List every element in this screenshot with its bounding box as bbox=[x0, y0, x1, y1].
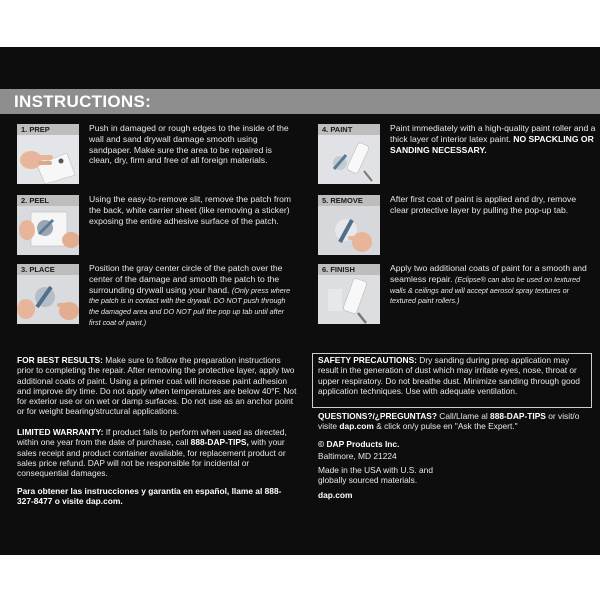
step-prep bbox=[17, 123, 289, 186]
made-line-2: globally sourced materials. bbox=[318, 475, 418, 486]
instructions-header-band bbox=[0, 89, 600, 114]
place-patch-icon bbox=[17, 275, 79, 324]
step-label: 4. PAINT bbox=[318, 124, 380, 135]
warranty-heading: LIMITED WARRANTY: bbox=[17, 427, 104, 437]
remove-tab-icon bbox=[318, 206, 380, 255]
company-name: © DAP Products Inc. bbox=[318, 439, 400, 449]
step-text bbox=[390, 263, 596, 306]
best-results bbox=[17, 355, 297, 417]
questions-site[interactable]: dap.com bbox=[339, 421, 374, 432]
paint-roller-icon bbox=[318, 135, 380, 184]
step-main-text: Paint immediately with a high-quality paint roller and a thick layer of interior latex paint. bbox=[390, 123, 596, 144]
hand-sanding-icon bbox=[17, 135, 79, 184]
step-text: Push in damaged or rough edges to the inside of the wall and sand drywall damage smooth using sandpaper. Make sure the area to be repaired is clean, dry, firm and free of all foreign materials. bbox=[89, 123, 289, 166]
safety-precautions bbox=[318, 355, 588, 396]
made-in-usa bbox=[318, 465, 518, 486]
best-results-heading: FOR BEST RESULTS: bbox=[17, 355, 103, 365]
questions-text-a: Call/Llame al bbox=[439, 411, 488, 421]
warranty-text-b: with your sales receipt and product container available, for replacement product or sales price refund. DAP will not be responsible for incidental or consequential damages. bbox=[17, 437, 286, 479]
questions bbox=[318, 411, 593, 432]
company-address: Baltimore, MD 21224 bbox=[318, 451, 397, 461]
step-label: 6. FINISH bbox=[318, 264, 380, 275]
step-note: (Eclipse® can also be used on textured walls & ceilings and will accept aerosol spray textures or textured paint rollers.) bbox=[390, 274, 581, 306]
questions-text-b: or visit/o visite bbox=[318, 411, 580, 432]
step-text: After first coat of paint is applied and dry, remove clear protective layer by pulling the pop-up tab. bbox=[390, 194, 577, 215]
step-paint bbox=[318, 123, 596, 186]
questions-heading: QUESTIONS?/¿PREGUNTAS? bbox=[318, 411, 437, 421]
step-label: 2. PEEL bbox=[17, 195, 79, 206]
step-main-text: Position the gray center circle of the patch over the center of the damage and smooth the patch to the surrounding drywall using your hand. bbox=[89, 263, 283, 295]
step-note: (Only press where the patch is in contact with the drywall. DO NOT push through the damaged area and DO NOT pull the pop up tab until after first coat of paint.) bbox=[89, 285, 291, 327]
step-peel bbox=[17, 194, 292, 257]
step-remove bbox=[318, 195, 583, 257]
step-label: 3. PLACE bbox=[17, 264, 79, 275]
peel-patch-icon bbox=[17, 206, 79, 255]
limited-warranty bbox=[17, 427, 297, 478]
company-website[interactable]: dap.com bbox=[318, 490, 353, 500]
safety-text: Dry sanding during prep application may result in the generation of dust which may irritate eyes, nose, throat or upper respiratory. Do not breathe dust. Minimize sanding through good application techniques. Use with adequate ventilation. bbox=[318, 355, 580, 396]
questions-phone: 888-DAP-TIPS bbox=[490, 411, 546, 421]
step-text: Using the easy-to-remove slit, remove the patch from the back, white carrier sheet (like removing a sticker) exposing the entire adhesive surface of the patch. bbox=[89, 194, 292, 226]
step-label: 1. PREP bbox=[17, 124, 79, 135]
step-text bbox=[390, 123, 596, 155]
step-finish bbox=[318, 263, 587, 326]
step-main-text: Apply two additional coats of paint for a smooth and seamless repair. bbox=[390, 263, 587, 284]
best-results-text: Make sure to follow the preparation instructions prior to completing the repair. After removing the protective layer, apply two additional coats of paint. Using a primer coat will increase paint adhesion and improve dry time. Do not apply when temperatures are below 40°F. Not for exterior use or on wet or damp surfaces. Do not use as an anchor point or for weight bearing/structural applications. bbox=[17, 355, 297, 417]
warranty-phone: 888-DAP-TIPS, bbox=[190, 437, 249, 448]
warranty-text-a: If product fails to perform when used as directed, within one year from the date of purchase, call bbox=[17, 427, 287, 448]
step-place bbox=[17, 263, 291, 327]
step-bold-note: NO SPACKLING OR SANDING NECESSARY. bbox=[390, 133, 594, 155]
safety-heading: SAFETY PRECAUTIONS: bbox=[318, 355, 417, 365]
step-text bbox=[89, 263, 295, 328]
spanish-note: Para obtener las instrucciones y garantía en español, llame al 888-327-8477 o visite dap.com. bbox=[17, 486, 282, 507]
instructions-title: INSTRUCTIONS: bbox=[14, 92, 152, 111]
step-label: 5. REMOVE bbox=[318, 195, 380, 206]
finish-roller-icon bbox=[318, 275, 380, 324]
questions-text-c: & click on/y pulse en "Ask the Expert." bbox=[376, 421, 518, 432]
made-line-1: Made in the USA with U.S. and bbox=[318, 465, 433, 475]
